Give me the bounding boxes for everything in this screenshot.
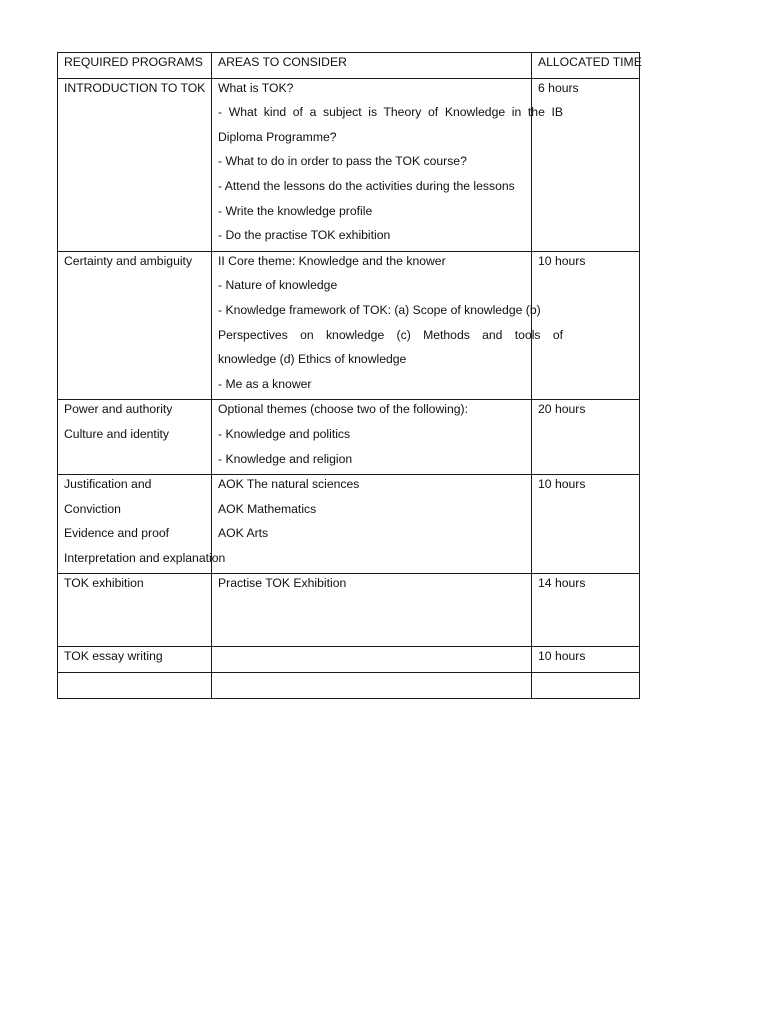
table-row [58, 574, 640, 647]
program-cell [58, 574, 212, 647]
program-text: Conviction [64, 501, 121, 516]
table-row [58, 251, 640, 400]
area-line: - Me as a knower [218, 376, 312, 391]
area-line: AOK The natural sciences [218, 477, 360, 492]
program-cell [58, 78, 212, 251]
time-text: 6 hours [538, 80, 579, 95]
area-line: - Nature of knowledge [218, 278, 338, 293]
header-areas-to-consider: AREAS TO CONSIDER [212, 53, 532, 79]
time-text: 14 hours [538, 576, 586, 591]
curriculum-table [57, 52, 640, 699]
time-cell [532, 475, 640, 574]
time-text: 10 hours [538, 649, 586, 664]
area-line: AOK Mathematics [218, 501, 317, 516]
area-line [218, 647, 531, 672]
area-line: - What to do in order to pass the TOK course? [218, 154, 467, 169]
program-text [64, 673, 211, 698]
area-line: AOK Arts [218, 526, 269, 541]
table-row [58, 475, 640, 574]
table-row [58, 673, 640, 699]
area-line: - Knowledge and religion [218, 451, 353, 466]
area-line: - Knowledge framework of TOK: (a) Scope of knowledge (b) [218, 302, 541, 317]
area-line: Perspectives on knowledge (c) Methods and tools of [218, 327, 563, 342]
program-text: Certainty and ambiguity [64, 253, 193, 268]
program-text: INTRODUCTION TO TOK [64, 80, 206, 95]
program-cell [58, 647, 212, 673]
header-required-programs: REQUIRED PROGRAMS [58, 53, 212, 79]
time-text [538, 673, 639, 698]
area-line: II Core theme: Knowledge and the knower [218, 253, 446, 268]
time-cell [532, 647, 640, 673]
time-text: 10 hours [538, 477, 586, 492]
program-text: Power and authority [64, 402, 173, 417]
program-text: TOK exhibition [64, 576, 144, 591]
area-line [218, 673, 531, 698]
program-cell [58, 400, 212, 475]
area-line: knowledge (d) Ethics of knowledge [218, 352, 407, 367]
time-cell [532, 574, 640, 647]
program-text: Culture and identity [64, 426, 170, 441]
area-line: Optional themes (choose two of the following): [218, 402, 468, 417]
area-line: - What kind of a subject is Theory of Knowledge in the IB [218, 105, 563, 120]
area-line: - Knowledge and politics [218, 426, 351, 441]
program-text: TOK essay writing [64, 649, 163, 664]
area-line: - Attend the lessons do the activities during the lessons [218, 178, 515, 193]
areas-cell [212, 574, 532, 647]
areas-cell [212, 400, 532, 475]
time-cell [532, 400, 640, 475]
header-allocated-time: ALLOCATED TIME [532, 53, 640, 79]
table-row [58, 78, 640, 251]
area-line: - Write the knowledge profile [218, 203, 373, 218]
area-line: Diploma Programme? [218, 129, 337, 144]
areas-cell [212, 475, 532, 574]
program-cell [58, 673, 212, 699]
table-row [58, 400, 640, 475]
time-text: 20 hours [538, 402, 586, 417]
area-line: - Do the practise TOK exhibition [218, 228, 391, 243]
areas-cell [212, 647, 532, 673]
table-row [58, 647, 640, 673]
program-text: Evidence and proof [64, 526, 170, 541]
program-text: Justification and [64, 477, 152, 492]
time-text: 10 hours [538, 253, 586, 268]
program-cell [58, 475, 226, 574]
program-cell [58, 251, 212, 400]
time-cell [532, 673, 640, 699]
program-text: Interpretation and explanation [64, 550, 226, 565]
areas-cell [212, 673, 532, 699]
area-line: Practise TOK Exhibition [218, 576, 347, 591]
table-header-row [58, 53, 640, 79]
time-cell [532, 251, 640, 400]
area-line: What is TOK? [218, 80, 294, 95]
